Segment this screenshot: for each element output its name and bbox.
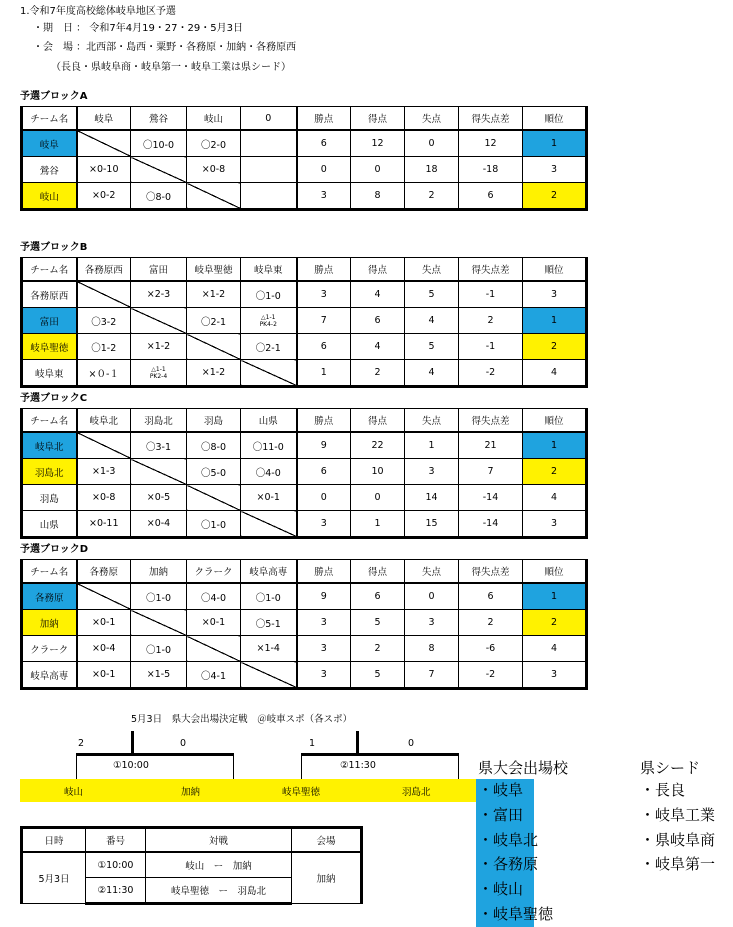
goal-diff-cell: -14 bbox=[459, 511, 523, 538]
table-row bbox=[22, 636, 587, 662]
goal-diff-cell: 2 bbox=[459, 308, 523, 334]
team-name: 山県 bbox=[22, 511, 77, 538]
goals-for-cell: 2 bbox=[351, 636, 405, 662]
diagonal-cell bbox=[77, 583, 131, 610]
diagonal-cell bbox=[187, 334, 241, 360]
result-cell: 〇10-0 bbox=[131, 130, 187, 157]
schedule-header-match: 対戦 bbox=[146, 828, 292, 853]
schedule-header-venue: 会場 bbox=[292, 828, 362, 853]
qualifier-item: ・富田 bbox=[478, 806, 524, 824]
goal-diff-cell: -2 bbox=[459, 662, 523, 689]
points-cell: 3 bbox=[297, 610, 351, 636]
diagonal-cell bbox=[241, 662, 297, 689]
column-header: 得失点差 bbox=[459, 409, 523, 433]
goal-diff-cell: -6 bbox=[459, 636, 523, 662]
diagonal-cell bbox=[131, 459, 187, 485]
result-cell: ×0-5 bbox=[131, 485, 187, 511]
goals-against-cell: 3 bbox=[405, 610, 459, 636]
result-detail: PK2-4 bbox=[149, 372, 168, 380]
result-cell: ×1-4 bbox=[241, 636, 297, 662]
result-cell: ×1-3 bbox=[77, 459, 131, 485]
team-name: 富田 bbox=[22, 308, 77, 334]
match2-team-right: 羽島北 bbox=[402, 787, 431, 798]
seeds-title: 県シード bbox=[640, 759, 701, 777]
qualifier-item: ・岐阜 bbox=[478, 781, 524, 799]
goal-diff-cell: -1 bbox=[459, 334, 523, 360]
result-cell: ×2-3 bbox=[131, 281, 187, 308]
bracket-line bbox=[233, 753, 234, 779]
result-cell: 〇5-0 bbox=[187, 459, 241, 485]
column-header: 順位 bbox=[523, 560, 587, 584]
goals-against-cell: 8 bbox=[405, 636, 459, 662]
block-title: 予選ブロックD bbox=[20, 544, 89, 555]
match2-score-right: 0 bbox=[408, 738, 415, 749]
goal-diff-cell: -14 bbox=[459, 485, 523, 511]
goals-against-cell: 5 bbox=[405, 334, 459, 360]
result-cell: 〇8-0 bbox=[131, 183, 187, 210]
result-cell: 〇3-1 bbox=[131, 432, 187, 459]
team-name: 岐阜北 bbox=[22, 432, 77, 459]
standings-table bbox=[20, 106, 588, 211]
result-cell bbox=[241, 130, 297, 157]
table-row bbox=[22, 511, 587, 538]
column-header: 岐阜聖徳 bbox=[187, 258, 241, 282]
team-name: 岐山 bbox=[22, 183, 77, 210]
diagonal-cell bbox=[77, 281, 131, 308]
standings-table bbox=[20, 257, 588, 388]
team-name: 岐阜東 bbox=[22, 360, 77, 387]
bracket-line bbox=[76, 753, 234, 756]
goal-diff-cell: 6 bbox=[459, 583, 523, 610]
goals-for-cell: 0 bbox=[351, 157, 405, 183]
result-cell: 〇1-0 bbox=[187, 511, 241, 538]
goals-for-cell: 4 bbox=[351, 334, 405, 360]
column-header: 失点 bbox=[405, 409, 459, 433]
rank-cell: 4 bbox=[523, 485, 587, 511]
match2-label: ②11:30 bbox=[340, 760, 376, 771]
column-header: 鶯谷 bbox=[131, 107, 187, 131]
seed-item: ・岐阜工業 bbox=[640, 806, 716, 824]
result-cell: ×0-1 bbox=[77, 610, 131, 636]
column-header: 羽島 bbox=[187, 409, 241, 433]
rank-cell: 2 bbox=[523, 183, 587, 210]
column-header: クラーク bbox=[187, 560, 241, 584]
table-row bbox=[22, 459, 587, 485]
rank-cell: 4 bbox=[523, 636, 587, 662]
result-cell bbox=[131, 360, 187, 387]
result-cell: 〇4-1 bbox=[187, 662, 241, 689]
table-row bbox=[22, 157, 587, 183]
rank-cell: 1 bbox=[523, 308, 587, 334]
rank-cell: 4 bbox=[523, 360, 587, 387]
column-header: 岐阜高専 bbox=[241, 560, 297, 584]
schedule-venue: 加納 bbox=[292, 852, 362, 904]
seed-item: ・岐阜第一 bbox=[640, 855, 716, 873]
column-header: チーム名 bbox=[22, 560, 77, 584]
rank-cell: 2 bbox=[523, 610, 587, 636]
column-header: 岐山 bbox=[187, 107, 241, 131]
goals-against-cell: 3 bbox=[405, 459, 459, 485]
goal-diff-cell: -2 bbox=[459, 360, 523, 387]
points-cell: 6 bbox=[297, 459, 351, 485]
schedule-date: 5月3日 bbox=[22, 852, 86, 904]
column-header: 富田 bbox=[131, 258, 187, 282]
result-cell: ×0-1 bbox=[241, 485, 297, 511]
schedule-no: ①10:00 bbox=[86, 852, 146, 878]
schedule-table bbox=[20, 826, 363, 905]
standings-table bbox=[20, 559, 588, 690]
goals-against-cell: 5 bbox=[405, 281, 459, 308]
column-header: 順位 bbox=[523, 258, 587, 282]
goal-diff-cell: 7 bbox=[459, 459, 523, 485]
table-row bbox=[22, 308, 587, 334]
seed-note: （長良・県岐阜商・岐阜第一・岐阜工業は県シード） bbox=[51, 62, 291, 73]
table-row bbox=[22, 583, 587, 610]
column-header: 羽島北 bbox=[131, 409, 187, 433]
match1-score-left: 2 bbox=[78, 738, 85, 749]
column-header: 岐阜 bbox=[77, 107, 131, 131]
team-name: 各務原 bbox=[22, 583, 77, 610]
qualifiers-title: 県大会出場校 bbox=[478, 759, 569, 777]
diagonal-cell bbox=[241, 360, 297, 387]
rank-cell: 1 bbox=[523, 432, 587, 459]
result-cell: ×1-2 bbox=[187, 360, 241, 387]
column-header: 得点 bbox=[351, 560, 405, 584]
result-cell: ×０-１ bbox=[77, 360, 131, 387]
column-header: 勝点 bbox=[297, 258, 351, 282]
qualifier-item: ・岐山 bbox=[478, 880, 524, 898]
schedule-header-no: 番号 bbox=[86, 828, 146, 853]
result-cell: 〇1-2 bbox=[77, 334, 131, 360]
column-header: 得点 bbox=[351, 258, 405, 282]
diagonal-cell bbox=[131, 610, 187, 636]
page-title: 1.令和7年度高校総体岐阜地区予選 bbox=[20, 6, 176, 17]
team-name: 羽島北 bbox=[22, 459, 77, 485]
rank-cell: 3 bbox=[523, 511, 587, 538]
result-cell: ×0-2 bbox=[77, 183, 131, 210]
goals-for-cell: 22 bbox=[351, 432, 405, 459]
goal-diff-cell: -18 bbox=[459, 157, 523, 183]
match1-team-left: 岐山 bbox=[64, 787, 84, 798]
schedule-no: ②11:30 bbox=[86, 878, 146, 904]
result-cell: ×0-10 bbox=[77, 157, 131, 183]
result-cell: 〇2-1 bbox=[187, 308, 241, 334]
seed-item: ・長良 bbox=[640, 781, 686, 799]
goals-for-cell: 0 bbox=[351, 485, 405, 511]
block-title: 予選ブロックB bbox=[20, 242, 88, 253]
venue-line: ・会 場 ：北西部・島西・粟野・各務原・加納・各務原西 bbox=[33, 42, 297, 53]
column-header: 山県 bbox=[241, 409, 297, 433]
goals-for-cell: 4 bbox=[351, 281, 405, 308]
rank-cell: 2 bbox=[523, 334, 587, 360]
bracket-title: 5月3日 県大会出場決定戦 ＠岐車スポ（各スポ） bbox=[131, 714, 353, 725]
table-row bbox=[22, 183, 587, 210]
result-cell: ×0-1 bbox=[187, 610, 241, 636]
goals-for-cell: 2 bbox=[351, 360, 405, 387]
result-cell: ×0-1 bbox=[77, 662, 131, 689]
block-title: 予選ブロックC bbox=[20, 393, 88, 404]
team-name: 岐阜高専 bbox=[22, 662, 77, 689]
rank-cell: 1 bbox=[523, 130, 587, 157]
points-cell: 0 bbox=[297, 485, 351, 511]
column-header: 岐阜東 bbox=[241, 258, 297, 282]
result-cell: 〇4-0 bbox=[241, 459, 297, 485]
goals-against-cell: 0 bbox=[405, 583, 459, 610]
column-header: 得失点差 bbox=[459, 258, 523, 282]
column-header: チーム名 bbox=[22, 409, 77, 433]
result-cell: ×0-4 bbox=[131, 511, 187, 538]
rank-cell: 3 bbox=[523, 281, 587, 308]
match1-team-right: 加納 bbox=[181, 787, 201, 798]
goals-against-cell: 0 bbox=[405, 130, 459, 157]
bracket-line bbox=[301, 753, 459, 756]
result-cell: 〇1-0 bbox=[241, 281, 297, 308]
table-row bbox=[22, 662, 587, 689]
goal-diff-cell: 12 bbox=[459, 130, 523, 157]
result-cell: 〇11-0 bbox=[241, 432, 297, 459]
qualifier-item: ・岐阜北 bbox=[478, 831, 539, 849]
column-header: 加納 bbox=[131, 560, 187, 584]
table-row bbox=[22, 610, 587, 636]
column-header: 勝点 bbox=[297, 107, 351, 131]
result-cell: 〇2-0 bbox=[187, 130, 241, 157]
goals-for-cell: 5 bbox=[351, 610, 405, 636]
team-name: 各務原西 bbox=[22, 281, 77, 308]
column-header: チーム名 bbox=[22, 107, 77, 131]
table-row bbox=[22, 281, 587, 308]
qualifier-item: ・各務原 bbox=[478, 855, 539, 873]
result-cell: 〇1-0 bbox=[131, 636, 187, 662]
result-cell: ×0-11 bbox=[77, 511, 131, 538]
table-row bbox=[22, 334, 587, 360]
standings-table bbox=[20, 408, 588, 539]
points-cell: 6 bbox=[297, 334, 351, 360]
goals-against-cell: 15 bbox=[405, 511, 459, 538]
schedule-match: 岐阜聖徳 ー 羽島北 bbox=[146, 878, 292, 904]
team-name: 加納 bbox=[22, 610, 77, 636]
column-header: 0 bbox=[241, 107, 297, 131]
period-line: ・期 日 ： 令和7年4月19・27・29・5月3日 bbox=[33, 23, 243, 34]
result-cell: 〇1-0 bbox=[131, 583, 187, 610]
bracket-line bbox=[76, 753, 77, 779]
rank-cell: 1 bbox=[523, 583, 587, 610]
column-header: チーム名 bbox=[22, 258, 77, 282]
goal-diff-cell: 21 bbox=[459, 432, 523, 459]
column-header: 得点 bbox=[351, 409, 405, 433]
team-name: 岐阜 bbox=[22, 130, 77, 157]
diagonal-cell bbox=[77, 130, 131, 157]
match1-score-right: 0 bbox=[180, 738, 187, 749]
column-header: 各務原西 bbox=[77, 258, 131, 282]
rank-cell: 2 bbox=[523, 459, 587, 485]
goals-for-cell: 12 bbox=[351, 130, 405, 157]
block-title: 予選ブロックA bbox=[20, 91, 88, 102]
goal-diff-cell: -1 bbox=[459, 281, 523, 308]
seed-item: ・県岐阜商 bbox=[640, 831, 716, 849]
result-detail: △1-1 bbox=[261, 313, 276, 321]
points-cell: 7 bbox=[297, 308, 351, 334]
column-header: 失点 bbox=[405, 258, 459, 282]
team-name: クラーク bbox=[22, 636, 77, 662]
column-header: 得点 bbox=[351, 107, 405, 131]
result-cell bbox=[241, 183, 297, 210]
bracket-line bbox=[301, 753, 302, 779]
diagonal-cell bbox=[187, 485, 241, 511]
column-header: 得失点差 bbox=[459, 107, 523, 131]
points-cell: 9 bbox=[297, 432, 351, 459]
rank-cell: 3 bbox=[523, 157, 587, 183]
goal-diff-cell: 6 bbox=[459, 183, 523, 210]
match2-team-left: 岐阜聖徳 bbox=[282, 787, 321, 798]
table-row bbox=[22, 360, 587, 387]
column-header: 各務原 bbox=[77, 560, 131, 584]
goals-against-cell: 18 bbox=[405, 157, 459, 183]
table-row bbox=[22, 485, 587, 511]
column-header: 岐阜北 bbox=[77, 409, 131, 433]
table-row bbox=[22, 130, 587, 157]
rank-cell: 3 bbox=[523, 662, 587, 689]
result-cell: 〇4-0 bbox=[187, 583, 241, 610]
result-cell: ×0-8 bbox=[187, 157, 241, 183]
table-row bbox=[22, 432, 587, 459]
points-cell: 6 bbox=[297, 130, 351, 157]
column-header: 失点 bbox=[405, 560, 459, 584]
result-cell: ×1-2 bbox=[131, 334, 187, 360]
result-detail: △1-1 bbox=[151, 365, 166, 373]
goals-against-cell: 2 bbox=[405, 183, 459, 210]
result-cell: ×0-4 bbox=[77, 636, 131, 662]
diagonal-cell bbox=[77, 432, 131, 459]
points-cell: 3 bbox=[297, 662, 351, 689]
points-cell: 9 bbox=[297, 583, 351, 610]
diagonal-cell bbox=[131, 308, 187, 334]
goals-for-cell: 10 bbox=[351, 459, 405, 485]
result-cell: 〇5-1 bbox=[241, 610, 297, 636]
points-cell: 3 bbox=[297, 281, 351, 308]
result-cell: ×0-8 bbox=[77, 485, 131, 511]
result-detail: PK4-2 bbox=[259, 320, 277, 328]
column-header: 勝点 bbox=[297, 409, 351, 433]
column-header: 順位 bbox=[523, 107, 587, 131]
goals-for-cell: 1 bbox=[351, 511, 405, 538]
diagonal-cell bbox=[187, 636, 241, 662]
column-header: 失点 bbox=[405, 107, 459, 131]
result-cell bbox=[241, 308, 297, 334]
result-cell: 〇8-0 bbox=[187, 432, 241, 459]
goals-for-cell: 6 bbox=[351, 308, 405, 334]
goal-diff-cell: 2 bbox=[459, 610, 523, 636]
goals-for-cell: 5 bbox=[351, 662, 405, 689]
team-name: 鶯谷 bbox=[22, 157, 77, 183]
diagonal-cell bbox=[241, 511, 297, 538]
goals-for-cell: 8 bbox=[351, 183, 405, 210]
result-cell: 〇1-0 bbox=[241, 583, 297, 610]
goals-for-cell: 6 bbox=[351, 583, 405, 610]
goals-against-cell: 1 bbox=[405, 432, 459, 459]
result-cell: 〇3-2 bbox=[77, 308, 131, 334]
result-cell bbox=[241, 157, 297, 183]
diagonal-cell bbox=[131, 157, 187, 183]
diagonal-cell bbox=[187, 183, 241, 210]
schedule-header-date: 日時 bbox=[22, 828, 86, 853]
result-cell: 〇2-1 bbox=[241, 334, 297, 360]
goals-against-cell: 4 bbox=[405, 308, 459, 334]
goals-against-cell: 7 bbox=[405, 662, 459, 689]
schedule-match: 岐山 ー 加納 bbox=[146, 852, 292, 878]
column-header: 得失点差 bbox=[459, 560, 523, 584]
points-cell: 3 bbox=[297, 636, 351, 662]
goals-against-cell: 14 bbox=[405, 485, 459, 511]
column-header: 勝点 bbox=[297, 560, 351, 584]
match2-score-left: 1 bbox=[309, 738, 316, 749]
column-header: 順位 bbox=[523, 409, 587, 433]
team-name: 羽島 bbox=[22, 485, 77, 511]
result-cell: ×1-5 bbox=[131, 662, 187, 689]
goals-against-cell: 4 bbox=[405, 360, 459, 387]
bracket-line bbox=[458, 753, 459, 779]
points-cell: 3 bbox=[297, 511, 351, 538]
result-cell: ×1-2 bbox=[187, 281, 241, 308]
team-name: 岐阜聖徳 bbox=[22, 334, 77, 360]
qualifier-item: ・岐阜聖徳 bbox=[478, 905, 554, 923]
points-cell: 1 bbox=[297, 360, 351, 387]
points-cell: 0 bbox=[297, 157, 351, 183]
match1-label: ①10:00 bbox=[113, 760, 149, 771]
points-cell: 3 bbox=[297, 183, 351, 210]
